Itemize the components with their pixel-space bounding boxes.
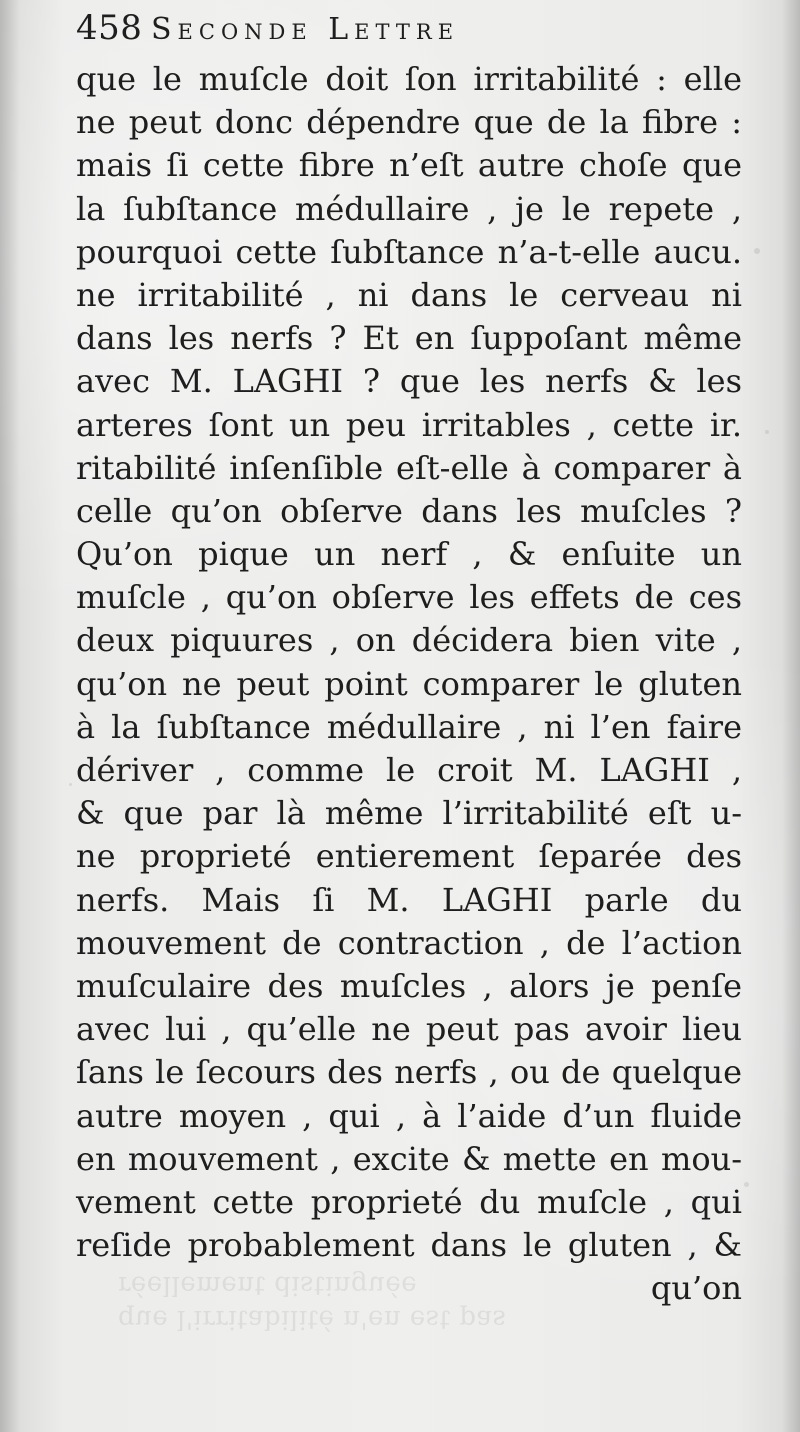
text-line: à la ſubſtance médullaire , ni l’en faire (76, 707, 742, 746)
paper-speck (69, 783, 72, 786)
text-line: avec M. LAGHI ? que les nerfs & les (76, 362, 742, 401)
text-line: dériver , comme le croit M. LAGHI , (76, 751, 742, 789)
text-line: ne irritabilité , ni dans le cerveau ni (76, 275, 742, 314)
text-line: vement cette proprieté du muſcle , qui (76, 1182, 742, 1221)
text-line: reſide probablement dans le gluten , & (76, 1226, 742, 1265)
paper-speck (765, 430, 769, 434)
text-line: avec lui , qu’elle ne peut pas avoir lieu (76, 1010, 742, 1049)
paper-speck (754, 248, 760, 254)
text-line: nerfs. Mais ſi M. LAGHI parle du (76, 880, 742, 919)
text-line: muſculaire des muſcles , alors je penſe (76, 966, 742, 1005)
right-page-shadow (782, 0, 800, 1432)
text-line: mais ſi cette fibre n’eſt autre choſe que (76, 146, 742, 185)
show-through-line: que l'irritabilité n'en est pas (118, 1304, 507, 1334)
text-line: & que par là même l’irritabilité eſt u- (76, 794, 742, 833)
text-line: arteres ſont un peu irritables , cette ir. (76, 405, 742, 444)
text-line: deux piquures , on décidera bien vite , (76, 621, 742, 660)
text-line: que le muſcle doit ſon irritabilité : elle (76, 60, 742, 98)
catchword: qu’on (650, 1269, 742, 1308)
text-line: ritabilité inſenſible eſt-elle à comparer à (76, 448, 742, 487)
page-header (76, 8, 736, 48)
text-line: pourquoi cette ſubſtance n’a-t-elle aucu. (76, 232, 742, 271)
text-line: qu’on ne peut point comparer le gluten (76, 664, 742, 703)
body-text (76, 58, 742, 1310)
text-line: muſcle , qu’on obſerve les effets de ces (76, 578, 742, 617)
text-line: autre moyen , qui , à l’aide d’un fluide (76, 1096, 742, 1135)
page-number: 458 (76, 8, 143, 48)
text-line: Qu’on pique un nerf , & enſuite un (76, 535, 742, 574)
text-line: mouvement de contraction , de l’action (76, 923, 742, 962)
show-through-text (118, 1268, 738, 1336)
paper-speck (744, 1182, 749, 1187)
running-title: Seconde Lettre (151, 12, 460, 47)
text-line: en mouvement , excite & mette en mou- (76, 1139, 742, 1178)
text-line: celle qu’on obſerve dans les muſcles ? (76, 491, 742, 530)
text-line: ne proprieté entierement ſeparée des (76, 837, 742, 876)
show-through-line: réellement distinguée (118, 1270, 418, 1300)
text-line: ſans le ſecours des nerfs , ou de quelque (76, 1053, 742, 1092)
text-line: dans les nerfs ? Et en ſuppoſant même (76, 319, 742, 358)
left-page-shadow (0, 0, 20, 1432)
text-line: la ſubſtance médullaire , je le repete , (76, 189, 742, 228)
text-line: ne peut donc dépendre que de la fibre : (76, 103, 742, 142)
